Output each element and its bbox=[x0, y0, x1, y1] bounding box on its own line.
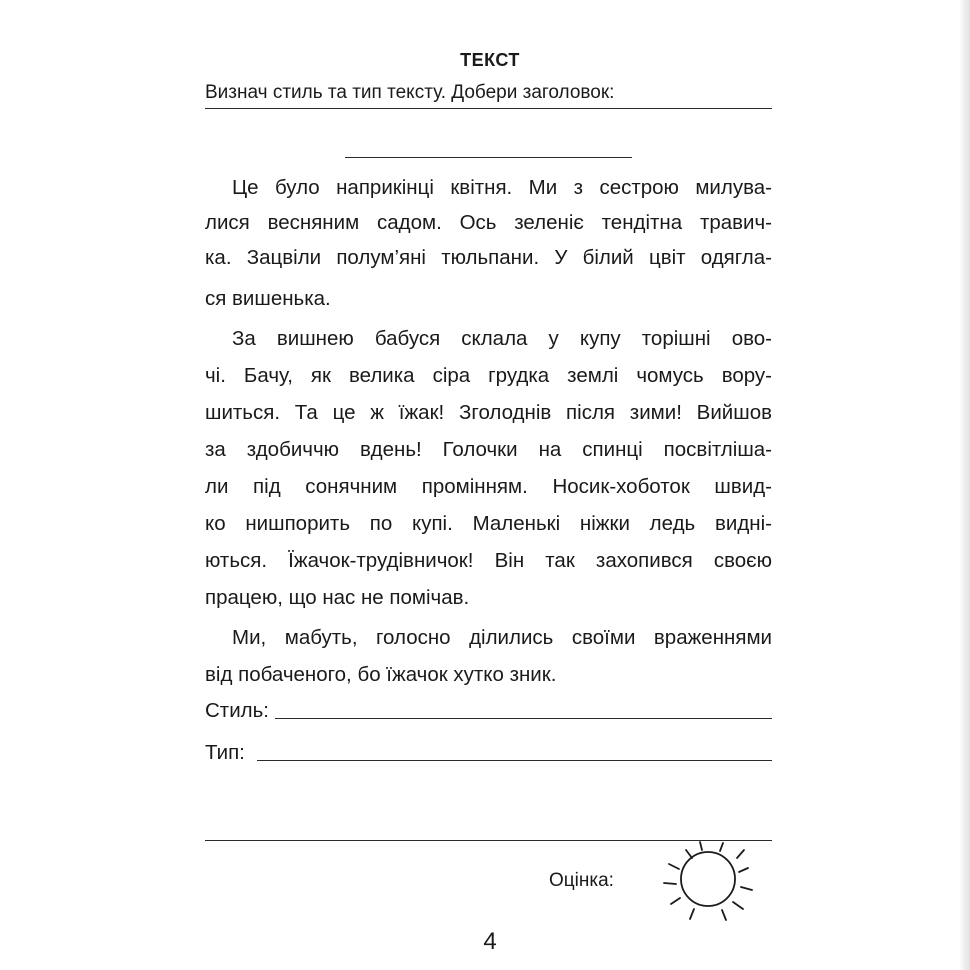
title-answer-line[interactable] bbox=[345, 157, 632, 158]
text-line: Це було наприкінці квітня. Ми з сестрою милува- bbox=[232, 176, 772, 199]
page-number: 4 bbox=[483, 928, 497, 955]
style-answer-line[interactable] bbox=[275, 718, 772, 719]
sun-icon bbox=[660, 838, 772, 926]
text-line: від побаченого, бо їжачок хутко зник. bbox=[205, 663, 557, 686]
text-line: ка. Зацвіли полум’яні тюльпани. У білий цвіт одягла- bbox=[205, 246, 772, 269]
instruction-underline bbox=[205, 108, 772, 109]
text-line: працею, що нас не помічав. bbox=[205, 586, 470, 609]
text-line: за здобиччю вдень! Голочки на спинці посвітліша- bbox=[205, 438, 772, 461]
type-answer-line[interactable] bbox=[257, 760, 772, 761]
text-line: лися весняним садом. Ось зеленіє тендітна травич- bbox=[205, 211, 772, 234]
text-line: Ми, мабуть, голосно ділились своїми враженнями bbox=[232, 626, 772, 649]
text-line: шиться. Та це ж їжак! Зголоднів після зими! Вийшов bbox=[205, 401, 772, 424]
style-label: Стиль: bbox=[205, 699, 269, 722]
text-line: За вишнею бабуся склала у купу торішні ово- bbox=[232, 327, 772, 350]
text-line: ються. Їжачок-трудівничок! Він так захопився своєю bbox=[205, 549, 772, 572]
page-edge-shadow bbox=[818, 0, 970, 970]
page-title: ТЕКСТ bbox=[460, 50, 520, 70]
task-instruction: Визнач стиль та тип тексту. Добери заголовок: bbox=[205, 82, 615, 103]
type-label: Тип: bbox=[205, 741, 245, 764]
score-label: Оцінка: bbox=[549, 870, 614, 891]
text-line: ко нишпорить по купі. Маленькі ніжки ледь видні- bbox=[205, 512, 772, 535]
text-line: ся вишенька. bbox=[205, 287, 331, 310]
text-line: чі. Бачу, як велика сіра грудка землі чомусь вору- bbox=[205, 364, 772, 387]
text-line: ли під сонячним промінням. Носик-хоботок швид- bbox=[205, 475, 772, 498]
